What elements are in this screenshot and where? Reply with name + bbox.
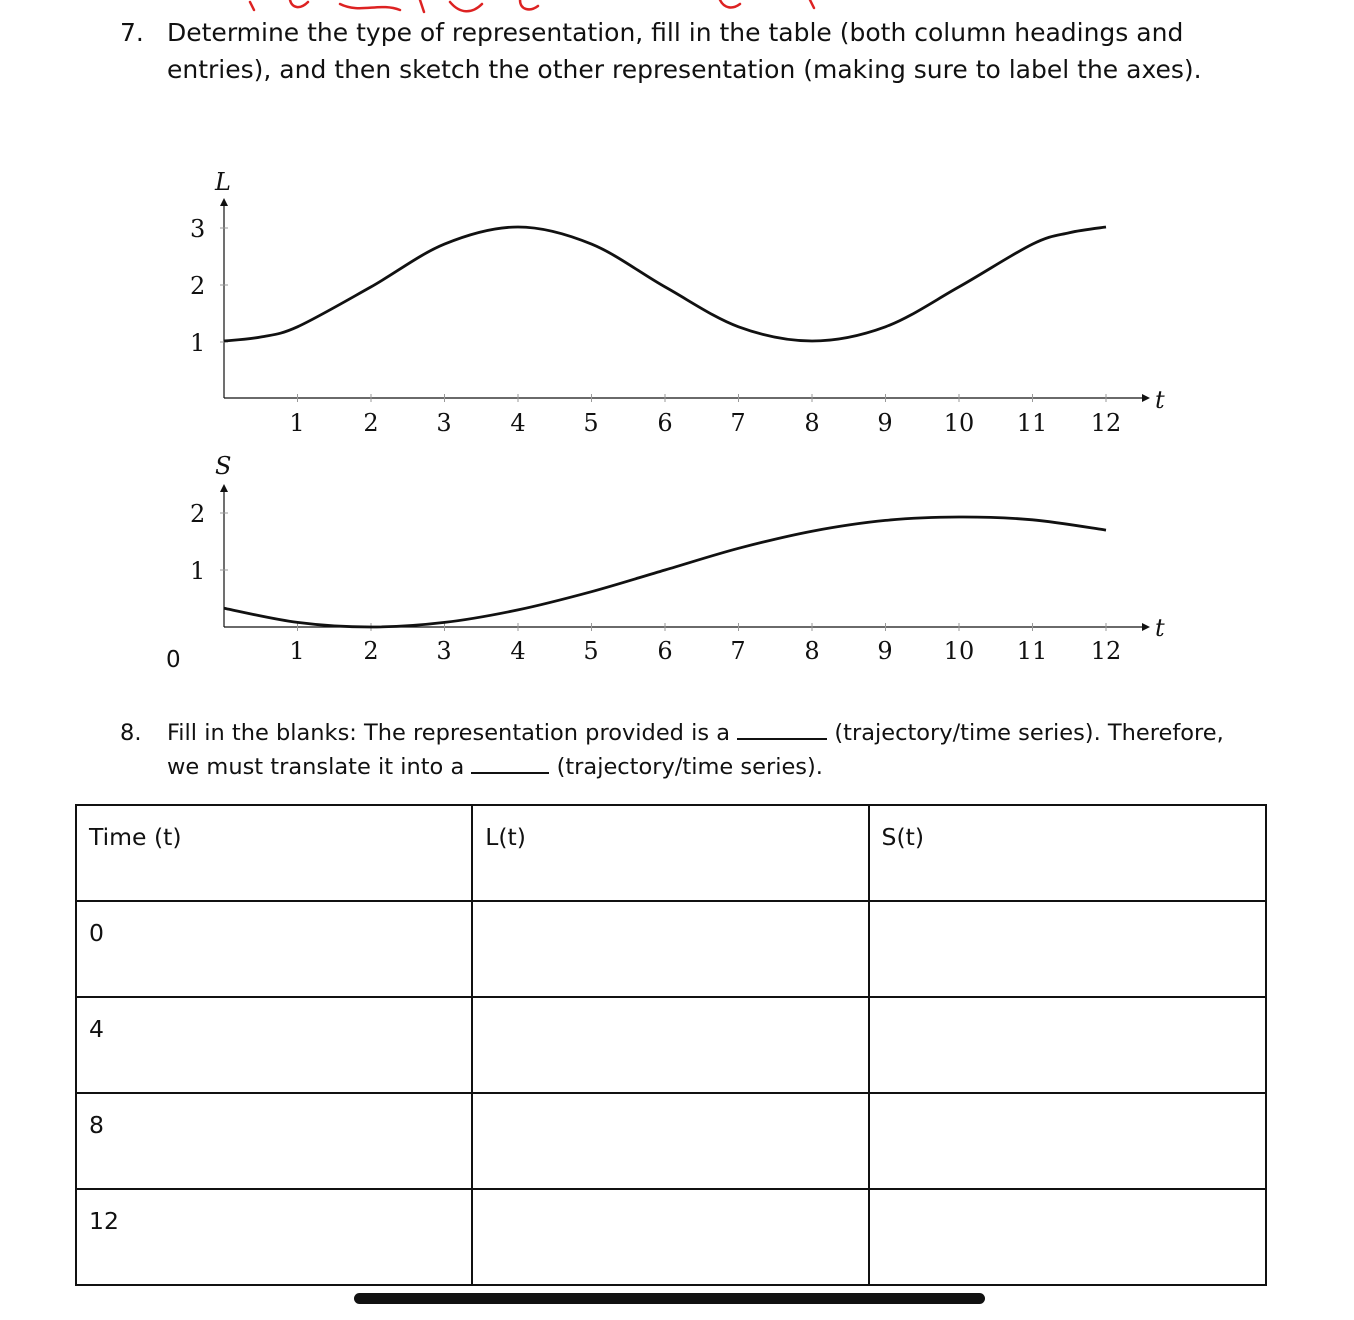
s-x-tick-label: 9: [877, 637, 893, 665]
l-x-tick-label: 12: [1090, 409, 1122, 437]
s-x-tick-label: 12: [1090, 637, 1122, 665]
s-t-axis-label: t: [1155, 614, 1165, 642]
s-x-tick-label: 6: [657, 637, 673, 665]
s-y-axis-arrow: [220, 484, 228, 492]
header-time: Time (t): [76, 805, 472, 901]
l-x-tick-label: 7: [730, 409, 746, 437]
s-x-tick-label: 10: [943, 637, 975, 665]
l-y-axis-arrow: [220, 198, 228, 206]
s-x-tick-label: 1: [289, 637, 305, 665]
s-x-tick-label: 11: [1016, 637, 1048, 665]
blank-1[interactable]: [737, 720, 827, 740]
s-x-tick-label: 5: [583, 637, 599, 665]
s-x-tick-label: 4: [510, 637, 526, 665]
question-8-part3: (trajectory/time series).: [556, 754, 823, 780]
l-value-cell[interactable]: [472, 1093, 868, 1189]
l-x-tick-label: 8: [804, 409, 820, 437]
graph-l-of-t: [0, 160, 1354, 450]
l-x-tick-label: 2: [363, 409, 379, 437]
l-axis-label: L: [215, 168, 231, 196]
s-y-tick-label: 1: [190, 557, 206, 585]
l-x-tick-label: 5: [583, 409, 599, 437]
question-8-number: 8.: [120, 720, 142, 746]
table-row: [76, 997, 1266, 1093]
s-curve: [224, 517, 1106, 627]
s-x-tick-label: 7: [730, 637, 746, 665]
l-y-tick-label: 1: [190, 329, 206, 357]
question-8-part2: (trajectory/time series). Therefore, we must translate it into a: [167, 720, 1224, 780]
l-x-tick-label: 4: [510, 409, 526, 437]
l-x-tick-label: 1: [289, 409, 305, 437]
question-7: [120, 14, 1300, 94]
s-value-cell[interactable]: [869, 997, 1266, 1093]
blank-2[interactable]: [471, 754, 549, 774]
time-cell: 4: [76, 997, 472, 1093]
table-header-row: [76, 805, 1266, 901]
s-x-tick-label: 3: [436, 637, 452, 665]
table-row: [76, 901, 1266, 997]
time-cell: 8: [76, 1093, 472, 1189]
s-value-cell[interactable]: [869, 901, 1266, 997]
time-cell: 0: [76, 901, 472, 997]
l-y-tick-label: 2: [190, 272, 206, 300]
l-t-axis-label: t: [1155, 386, 1165, 414]
l-value-cell[interactable]: [472, 997, 868, 1093]
question-7-number: 7.: [120, 18, 144, 47]
question-8: [120, 716, 1300, 796]
l-x-tick-labels: [289, 409, 1121, 437]
home-indicator-bar[interactable]: [354, 1293, 985, 1304]
s-x-tick-label: 8: [804, 637, 820, 665]
l-x-tick-label: 10: [943, 409, 975, 437]
l-value-cell[interactable]: [472, 901, 868, 997]
l-x-tick-label: 3: [436, 409, 452, 437]
time-cell: 12: [76, 1189, 472, 1285]
s-value-cell[interactable]: [869, 1189, 1266, 1285]
s-x-axis-arrow: [1142, 623, 1150, 631]
question-8-text: [167, 716, 1247, 784]
s-x-tick-labels: [289, 637, 1121, 665]
l-x-tick-label: 6: [657, 409, 673, 437]
answer-table: [75, 804, 1267, 1286]
l-curve: [224, 227, 1106, 341]
header-l: L(t): [472, 805, 868, 901]
table-row: [76, 1189, 1266, 1285]
s-value-cell[interactable]: [869, 1093, 1266, 1189]
graph-s-of-t: [0, 445, 1354, 670]
s-axis-label: S: [215, 452, 232, 480]
question-7-text: Determine the type of representation, fill in the table (both column headings and entries), and then sketch the other representation (making sure to label the axes).: [167, 18, 1202, 84]
l-value-cell[interactable]: [472, 1189, 868, 1285]
l-x-axis-arrow: [1142, 394, 1150, 402]
header-s: S(t): [869, 805, 1266, 901]
l-y-tick-label: 3: [190, 215, 206, 243]
question-8-part1: Fill in the blanks: The representation provided is a: [167, 720, 731, 746]
l-x-tick-label: 9: [877, 409, 893, 437]
s-y-tick-label: 2: [190, 500, 206, 528]
table-row: [76, 1093, 1266, 1189]
s-x-tick-label: 2: [363, 637, 379, 665]
l-x-tick-label: 11: [1016, 409, 1048, 437]
stray-zero-label: 0: [166, 647, 181, 673]
